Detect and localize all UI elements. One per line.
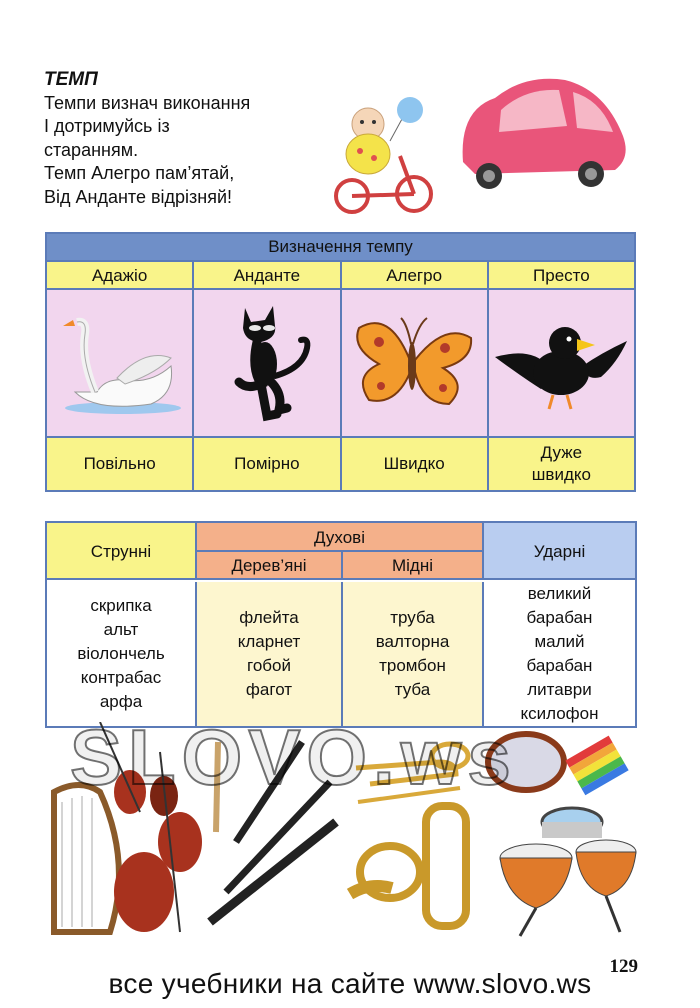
tempo-speed-fast: Швидко — [342, 438, 489, 490]
tempo-speeds-row — [47, 438, 634, 490]
tempo-picture-cell — [342, 290, 489, 438]
tempo-name-andante: Анданте — [194, 262, 341, 290]
speed-line: швидко — [531, 465, 591, 484]
tempo-name-adagio: Адажіо — [47, 262, 194, 290]
instrument-item: литаври — [527, 680, 592, 699]
percussion-header: Ударні — [484, 523, 635, 580]
tempo-table — [45, 232, 636, 492]
instrument-item: гобой — [247, 656, 291, 675]
tempo-names-row — [47, 262, 634, 290]
poem-title: ТЕМП — [44, 69, 98, 90]
instrument-item: ксилофон — [520, 704, 599, 723]
instrument-item: альт — [103, 620, 139, 639]
instrument-item: скрипка — [90, 596, 152, 615]
instrument-item: великий — [527, 584, 592, 603]
woodwind-list — [197, 582, 343, 726]
instrument-item: тромбон — [379, 656, 446, 675]
bird-icon — [491, 313, 631, 413]
speed-line: Дуже — [540, 443, 583, 462]
butterfly-icon — [349, 308, 479, 418]
poem-line: І дотримуйсь із — [44, 116, 170, 136]
cat-icon — [217, 298, 317, 428]
poem-line: Від Анданте відрізняй! — [44, 186, 233, 207]
tempo-picture-cell — [194, 290, 341, 438]
strings-header: Струнні — [47, 523, 197, 580]
tempo-name-allegro: Алегро — [342, 262, 489, 290]
strings-list — [47, 582, 197, 726]
instruments-table — [45, 521, 637, 728]
instrument-item: контрабас — [80, 668, 162, 687]
instrument-item: труба — [390, 608, 435, 627]
tempo-name-presto: Престо — [489, 262, 634, 290]
instrument-item: валторна — [375, 632, 450, 651]
poem-line: Темп Алегро пам’ятай, — [44, 163, 235, 183]
instrument-item: флейта — [239, 608, 299, 627]
woodwind-header: Дерев’яні — [197, 552, 343, 580]
poem-line: старанням. — [44, 139, 139, 160]
tempo-pictures-row — [47, 290, 634, 438]
swan-icon — [55, 308, 185, 418]
harp-icon — [54, 785, 119, 932]
instrument-item: віолончель — [77, 644, 165, 663]
instrument-item: арфа — [99, 692, 143, 711]
tempo-picture-cell — [489, 290, 634, 438]
poem-line: Темпи визнач виконання — [44, 92, 251, 113]
instrument-item: барабан — [526, 656, 593, 675]
rainbow-logo-icon — [565, 736, 628, 796]
instrument-item: фагот — [245, 680, 293, 699]
footer-text: все учебники на сайте www.slovo.ws — [108, 968, 592, 999]
brass-icon — [350, 744, 468, 926]
tempo-speed-very-fast — [489, 438, 634, 490]
instrument-item: малий — [534, 632, 585, 651]
brass-list — [343, 582, 484, 726]
tempo-speed-slow: Повільно — [47, 438, 194, 490]
instrument-item: кларнет — [237, 632, 301, 651]
tempo-picture-cell — [47, 290, 194, 438]
instrument-item: туба — [394, 680, 431, 699]
winds-header: Духові — [197, 523, 484, 552]
page-number: 129 — [609, 956, 638, 977]
woodwind-icon — [210, 742, 336, 922]
tempo-table-caption: Визначення темпу — [47, 234, 634, 262]
baby-tricycle-illustration — [330, 96, 440, 218]
poem-block — [44, 68, 334, 209]
instruments-illustration — [40, 722, 640, 944]
percussion-list — [484, 582, 635, 726]
tempo-speed-moderate: Помірно — [194, 438, 341, 490]
instrument-item: барабан — [526, 608, 593, 627]
brass-header: Мідні — [343, 552, 484, 580]
car-illustration — [455, 70, 633, 196]
